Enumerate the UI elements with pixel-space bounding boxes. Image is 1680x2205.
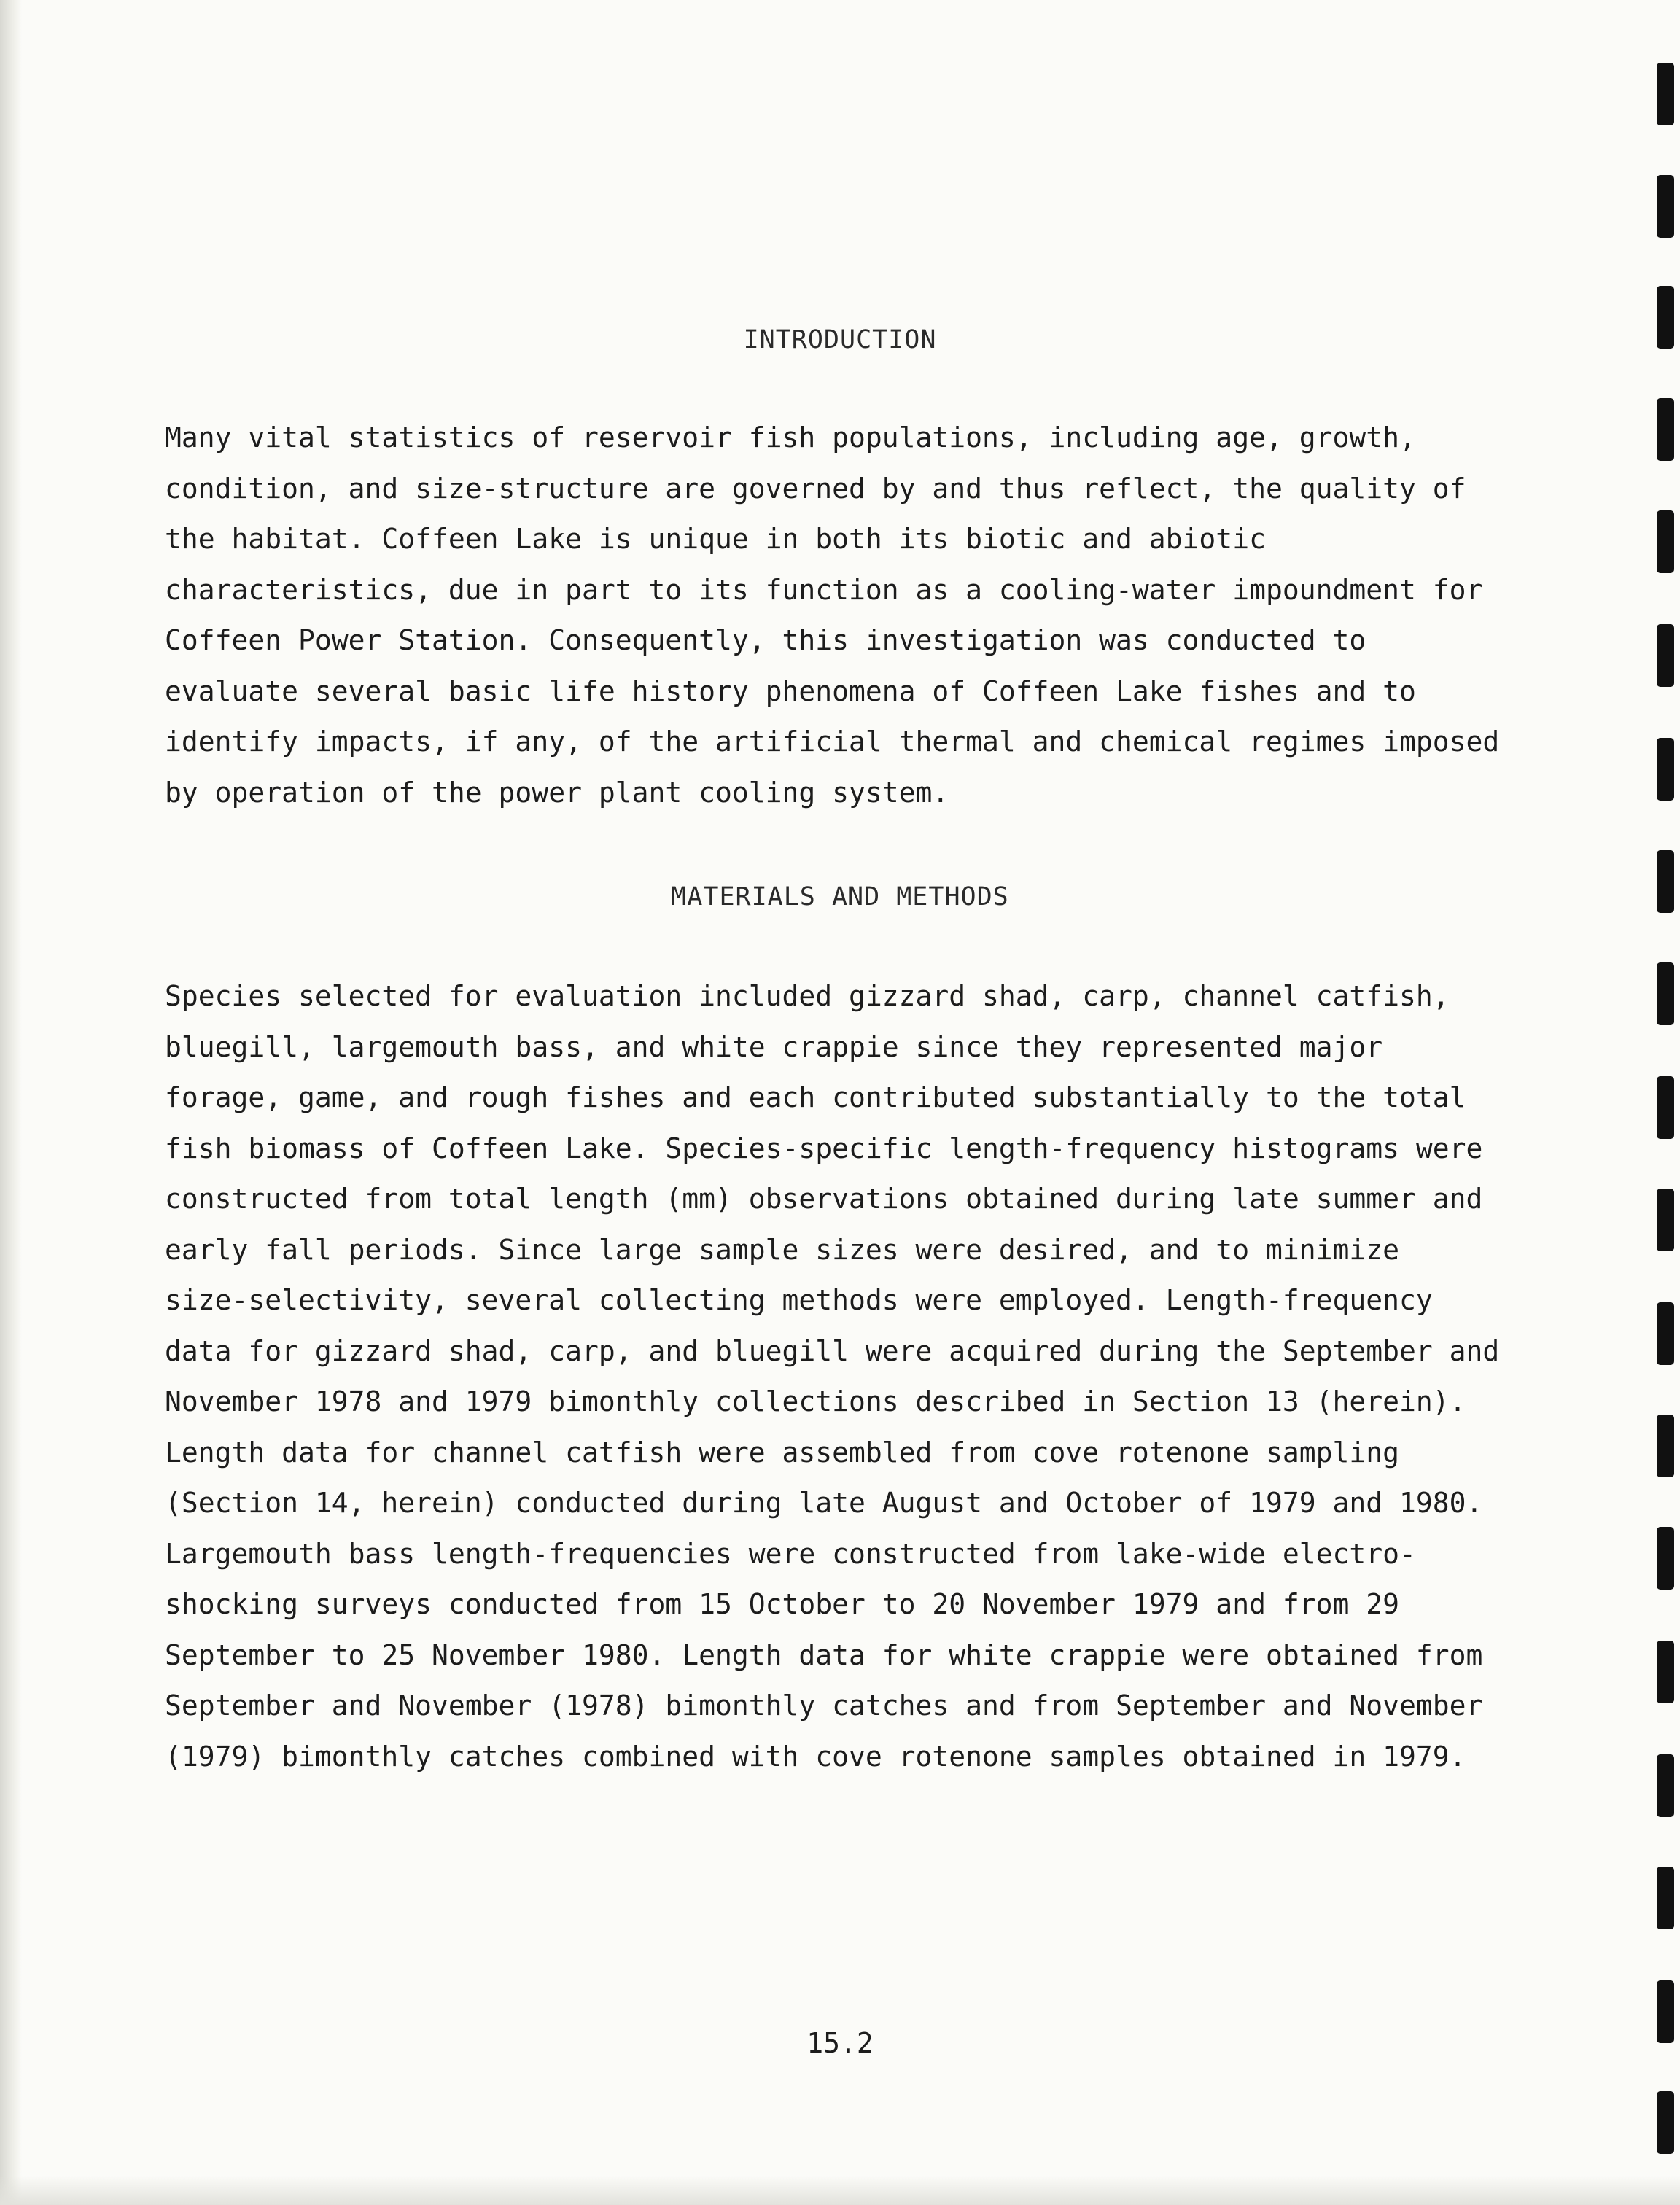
text-line: identify impacts, if any, of the artificial thermal and chemical regimes imposed (165, 726, 1500, 758)
text-line: Coffeen Power Station. Consequently, this investigation was conducted to (165, 624, 1366, 656)
binding-mark (1657, 962, 1674, 1025)
text-line: Length data for channel catfish were assembled from cove rotenone sampling (165, 1436, 1399, 1469)
binding-mark (1657, 510, 1674, 573)
text-line: Many vital statistics of reservoir fish populations, including age, growth, (165, 421, 1416, 454)
binding-mark (1657, 1867, 1674, 1929)
text-line: bluegill, largemouth bass, and white crappie since they represented major (165, 1030, 1383, 1063)
binding-mark (1657, 1641, 1674, 1703)
text-line: the habitat. Coffeen Lake is unique in both its biotic and abiotic (165, 523, 1266, 555)
binding-mark (1657, 1076, 1674, 1139)
text-line: evaluate several basic life history phenomena of Coffeen Lake fishes and to (165, 674, 1416, 707)
text-line: (Section 14, herein) conducted during late August and October of 1979 and 1980. (165, 1487, 1483, 1519)
binding-mark (1657, 175, 1674, 238)
text-line: condition, and size-structure are governed by and thus reflect, the quality of (165, 472, 1466, 505)
materials-methods-paragraph (165, 971, 1550, 1782)
text-line: early fall periods. Since large sample sizes were desired, and to minimize (165, 1233, 1399, 1266)
text-line: fish biomass of Coffeen Lake. Species-specific length-frequency histograms were (165, 1132, 1483, 1164)
binding-mark (1657, 1754, 1674, 1817)
text-line: characteristics, due in part to its function as a cooling-water impoundment for (165, 573, 1483, 606)
materials-methods-heading: MATERIALS AND METHODS (671, 882, 1009, 911)
text-line: constructed from total length (mm) observations obtained during late summer and (165, 1183, 1483, 1215)
introduction-heading: INTRODUCTION (743, 325, 937, 354)
binding-mark (1657, 2091, 1674, 2154)
binding-mark (1657, 1527, 1674, 1590)
binding-mark (1657, 1302, 1674, 1365)
scan-bottom-edge (0, 2176, 1680, 2205)
text-line: Largemouth bass length-frequencies were constructed from lake-wide electro- (165, 1537, 1416, 1570)
introduction-paragraph (165, 413, 1550, 818)
text-line: (1979) bimonthly catches combined with cove rotenone samples obtained in 1979. (165, 1740, 1466, 1773)
binding-mark (1657, 624, 1674, 687)
text-line: shocking surveys conducted from 15 October to 20 November 1979 and from 29 (165, 1588, 1399, 1620)
text-line: forage, game, and rough fishes and each contributed substantially to the total (165, 1081, 1466, 1113)
text-line: September to 25 November 1980. Length data for white crappie were obtained from (165, 1638, 1483, 1671)
text-line: Species selected for evaluation included gizzard shad, carp, channel catfish, (165, 980, 1450, 1012)
text-line: data for gizzard shad, carp, and bluegill were acquired during the September and (165, 1334, 1500, 1367)
text-line: November 1978 and 1979 bimonthly collections described in Section 13 (herein). (165, 1385, 1466, 1418)
binding-mark (1657, 63, 1674, 125)
text-line: size-selectivity, several collecting methods were employed. Length-frequency (165, 1284, 1433, 1316)
page-number: 15.2 (806, 2027, 874, 2059)
binding-mark (1657, 1415, 1674, 1477)
binding-mark (1657, 1189, 1674, 1251)
text-line: September and November (1978) bimonthly catches and from September and November (165, 1689, 1483, 1722)
binding-mark (1657, 738, 1674, 801)
text-line: by operation of the power plant cooling system. (165, 776, 949, 809)
binding-mark (1657, 398, 1674, 461)
